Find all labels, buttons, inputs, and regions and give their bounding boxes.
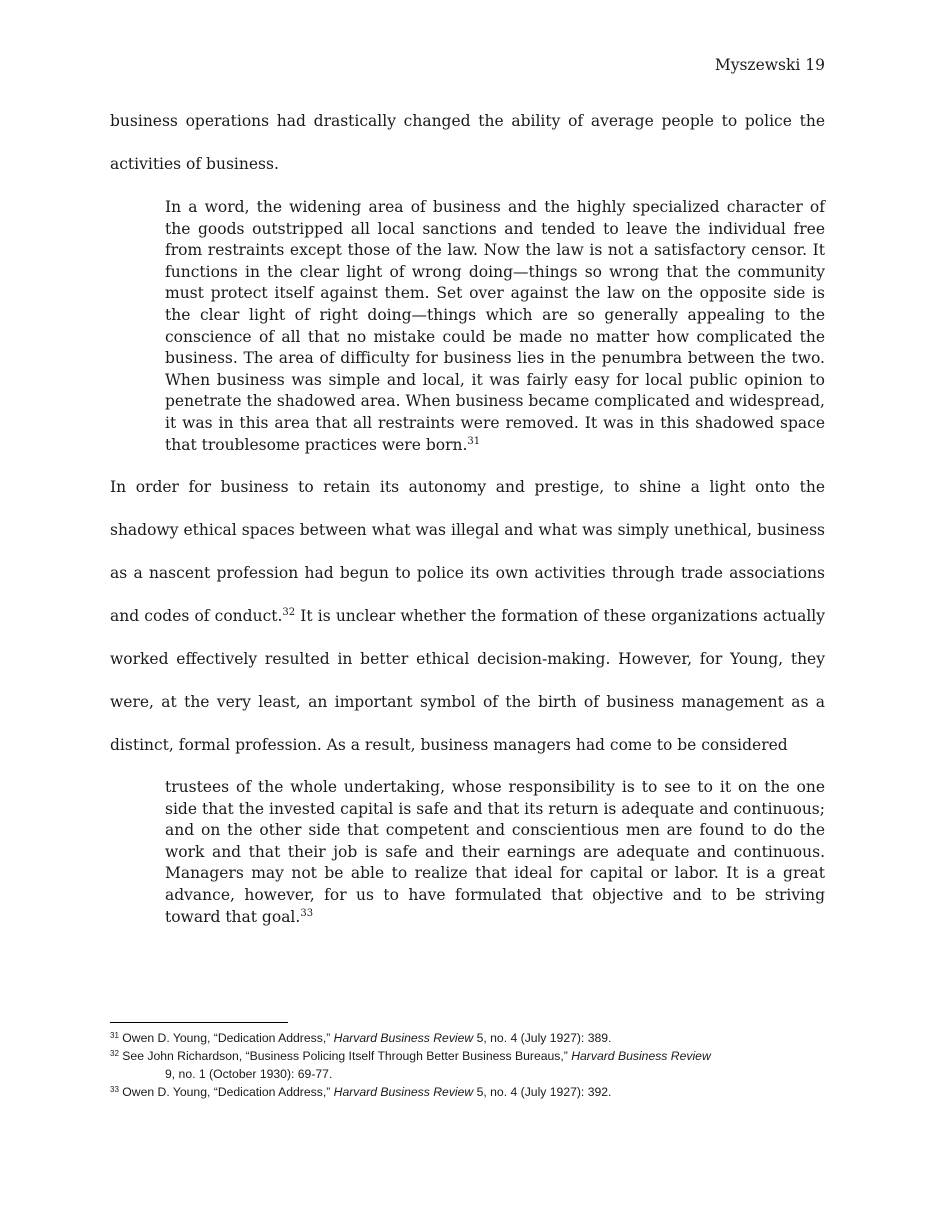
footnote-number: 33 bbox=[110, 1085, 119, 1094]
journal-title: Harvard Business Review bbox=[333, 1085, 474, 1099]
footnote-ref[interactable]: 32 bbox=[282, 607, 296, 618]
journal-title: Harvard Business Review bbox=[333, 1031, 474, 1045]
paragraph-text: In order for business to retain its autonomy and prestige, to shine a light onto the shadowy ethical spaces between what was illegal and what was simply unethical, business as a nascent profession had begun to police its own activities through trade associations and codes of conduct. bbox=[110, 478, 825, 625]
body-paragraph bbox=[110, 466, 825, 767]
footnote-text: 9, no. 1 (October 1930): 69-77. bbox=[165, 1067, 333, 1081]
footnote-text: 5, no. 4 (July 1927): 392. bbox=[473, 1085, 612, 1099]
footnotes bbox=[110, 1029, 830, 1101]
footnote-ref[interactable]: 31 bbox=[467, 435, 481, 447]
footnote bbox=[110, 1047, 830, 1083]
footnote-divider bbox=[110, 1022, 288, 1023]
footnote-number: 32 bbox=[110, 1049, 119, 1058]
footnote-ref[interactable]: 33 bbox=[300, 907, 314, 919]
journal-title: Harvard Business Review bbox=[571, 1049, 711, 1063]
block-quote bbox=[165, 197, 825, 456]
footnote-text: See John Richardson, “Business Policing Itself Through Better Business Bureaus,” bbox=[118, 1049, 572, 1063]
paragraph-text: It is unclear whether the formation of these organizations actually worked effectively resulted in better ethical decision-making. However, for Young, they were, at the very least, an important symbol of the birth of business management as a distinct, formal profession. As a result, business managers had come to be considered bbox=[110, 607, 826, 754]
footnote-text: Owen D. Young, “Dedication Address,” bbox=[118, 1085, 334, 1099]
footnote bbox=[110, 1083, 830, 1101]
block-quote-text: In a word, the widening area of business and the highly specialized character of the goods outstripped all local sanctions and tended to leave the individual free from restraints except those of the law. Now the law is not a satisfactory censor. It functions in the clear light of wrong doing—things so wrong that the community must protect itself against them. Set over against the law on the opposite side is the clear light of right doing—things which are so generally appealing to the conscience of all that no mistake could be made no matter how complicated the business. The area of difficulty for business lies in the penumbra between the two. When business was simple and local, it was fairly easy for local public opinion to penetrate the shadowed area. When business became complicated and widespread, it was in this area that all restraints were removed. It was in this shadowed space that troublesome practices were born. bbox=[165, 198, 825, 454]
footnote bbox=[110, 1029, 830, 1047]
block-quote-text: trustees of the whole undertaking, whose responsibility is to see to it on the one side that the invested capital is safe and that its return is adequate and continuous; and on the other side that competent and conscientious men are found to do the work and that their job is safe and their earnings are adequate and continuous. Managers may not be able to realize that ideal for capital or labor. It is a great advance, however, for us to have formulated that objective and to be striving toward that goal. bbox=[165, 778, 825, 926]
footnote-text: 5, no. 4 (July 1927): 389. bbox=[473, 1031, 612, 1045]
footnote-text: Owen D. Young, “Dedication Address,” bbox=[118, 1031, 334, 1045]
running-head: Myszewski 19 bbox=[714, 56, 825, 74]
footnote-number: 31 bbox=[110, 1031, 119, 1040]
body-paragraph: business operations had drastically changed the ability of average people to police the activities of business. bbox=[110, 112, 825, 173]
block-quote bbox=[165, 777, 825, 928]
